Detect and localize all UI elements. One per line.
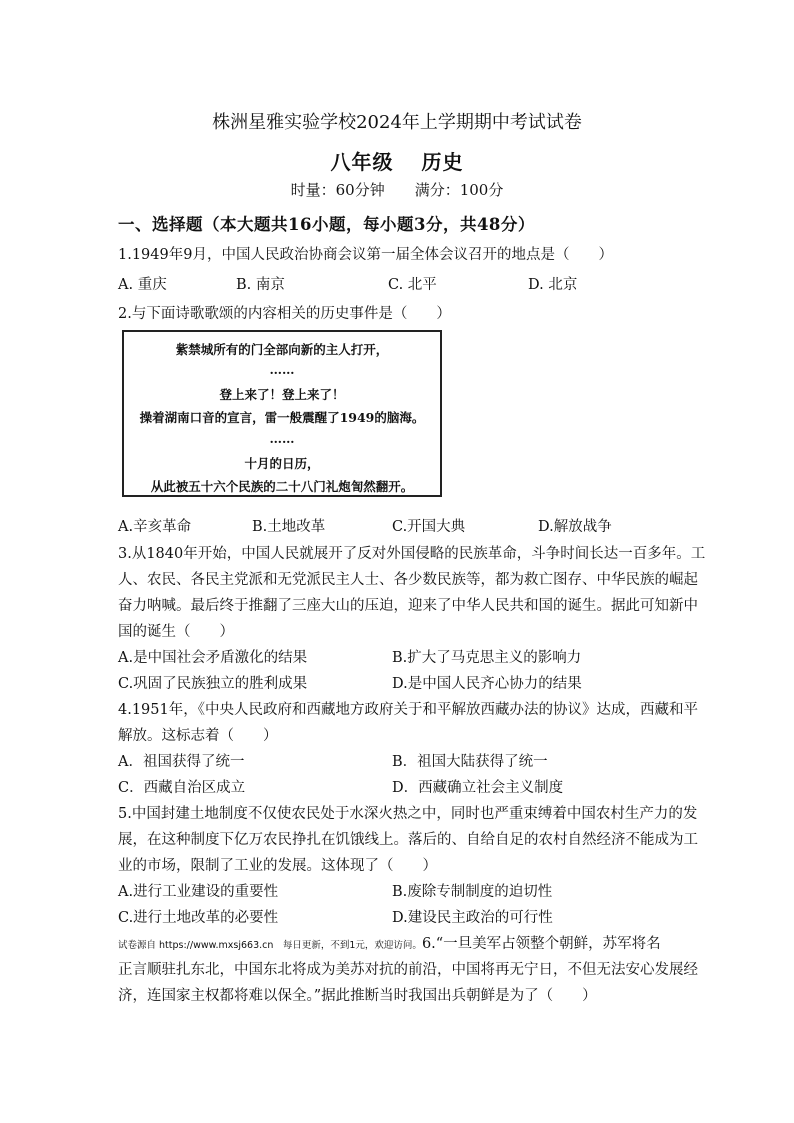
question-6-line: 6.“一旦美军占领整个朝鲜，苏军将名 (421, 936, 661, 952)
q4-option-a: A．祖国获得了统一 (118, 754, 245, 770)
q1-option-b: B. 南京 (236, 277, 285, 293)
q3-option-b: B.扩大了马克思主义的影响力 (392, 650, 582, 666)
question-2-stem: 2.与下面诗歌歌颂的内容相关的历史事件是（ ） (118, 306, 451, 322)
full-score: 满分：100分 (414, 181, 504, 199)
poem-line: 登上来了！登上来了！ (219, 387, 345, 402)
question-3-line: 3.从1840年开始，中国人民就展开了反对外国侵略的民族革命，斗争时间长达一百多年。工 (118, 546, 706, 562)
poem-line: 从此被五十六个民族的二十八门礼炮訇然翻开。 (150, 479, 414, 494)
poem-line: 操着湖南口音的宣言，雷一般震醒了1949的脑海。 (139, 410, 425, 425)
question-6-line: 正言顺驻扎东北，中国东北将成为美苏对抗的前沿，中国将再无宁日，不但无法安心发展经 (118, 962, 698, 978)
q1-option-c: C. 北平 (388, 277, 437, 293)
q5-option-c: C.进行土地改革的必要性 (118, 910, 279, 926)
question-5-line: 展，在这种制度下亿万农民挣扎在饥饿线上。落后的、自给自足的农村自然经济不能成为工 (118, 832, 698, 848)
q2-option-b: B.土地改革 (252, 519, 326, 535)
subject-label: 历史 (421, 150, 464, 174)
source-watermark: 试卷源自 https://www.mxsj663.cn 每日更新，不到1元，欢迎访问。 (118, 940, 422, 951)
q5-option-b: B.废除专制制度的迫切性 (392, 884, 553, 900)
question-6-line: 济，连国家主权都将难以保全。”据此推断当时我国出兵朝鲜是为了（ ） (118, 988, 597, 1004)
poem-line: …… (269, 431, 295, 446)
section-heading: 一、选择题（本大题共16小题，每小题3分，共48分） (118, 215, 535, 234)
q1-option-a: A. 重庆 (118, 277, 167, 293)
question-6-first-line (118, 932, 661, 953)
question-4-line: 4.1951年，《中央人民政府和西藏地方政府关于和平解放西藏办法的协议》达成，西藏和平 (118, 702, 698, 718)
q5-option-a: A.进行工业建设的重要性 (118, 884, 279, 900)
question-4-line: 解放。这标志着（ ） (118, 728, 278, 744)
q1-option-d: D. 北京 (528, 277, 578, 293)
question-3-line: 国的诞生（ ） (118, 624, 234, 640)
question-5-line: 5.中国封建土地制度不仅使农民处于水深火热之中，同时也严重束缚着中国农村生产力的发 (118, 806, 698, 822)
question-1-stem: 1.1949年9月，中国人民政治协商会议第一届全体会议召开的地点是（ ） (118, 247, 613, 263)
q3-option-d: D.是中国人民齐心协力的结果 (392, 676, 582, 692)
q3-option-a: A.是中国社会矛盾激化的结果 (118, 650, 308, 666)
q2-option-c: C.开国大典 (392, 519, 466, 535)
poem-line: …… (269, 362, 295, 377)
time-limit: 时量：60分钟 (290, 181, 385, 199)
question-3-line: 奋力呐喊。最后终于推翻了三座大山的压迫，迎来了中华人民共和国的诞生。据此可知新中 (118, 598, 698, 614)
q4-option-b: B．祖国大陆获得了统一 (392, 754, 548, 770)
q5-option-d: D.建设民主政治的可行性 (392, 910, 553, 926)
poem-box (122, 330, 442, 497)
exam-subtitle (0, 146, 794, 175)
q4-option-d: D．西藏确立社会主义制度 (392, 780, 564, 796)
exam-meta (0, 179, 794, 200)
question-3-line: 人、农民、各民主党派和无党派民主人士、各少数民族等，都为救亡图存、中华民族的崛起 (118, 572, 698, 588)
question-5-line: 业的市场，限制了工业的发展。这体现了（ ） (118, 858, 437, 874)
q3-option-c: C.巩固了民族独立的胜利成果 (118, 676, 308, 692)
q2-option-a: A.辛亥革命 (118, 519, 192, 535)
exam-title: 株洲星雅实验学校2024年上学期期中考试试卷 (212, 112, 582, 133)
q2-option-d: D.解放战争 (538, 519, 612, 535)
poem-line: 紫禁城所有的门全部向新的主人打开， (175, 342, 389, 357)
q4-option-c: C．西藏自治区成立 (118, 780, 246, 796)
poem-line: 十月的日历， (244, 456, 320, 471)
grade-label: 八年级 (330, 150, 394, 174)
